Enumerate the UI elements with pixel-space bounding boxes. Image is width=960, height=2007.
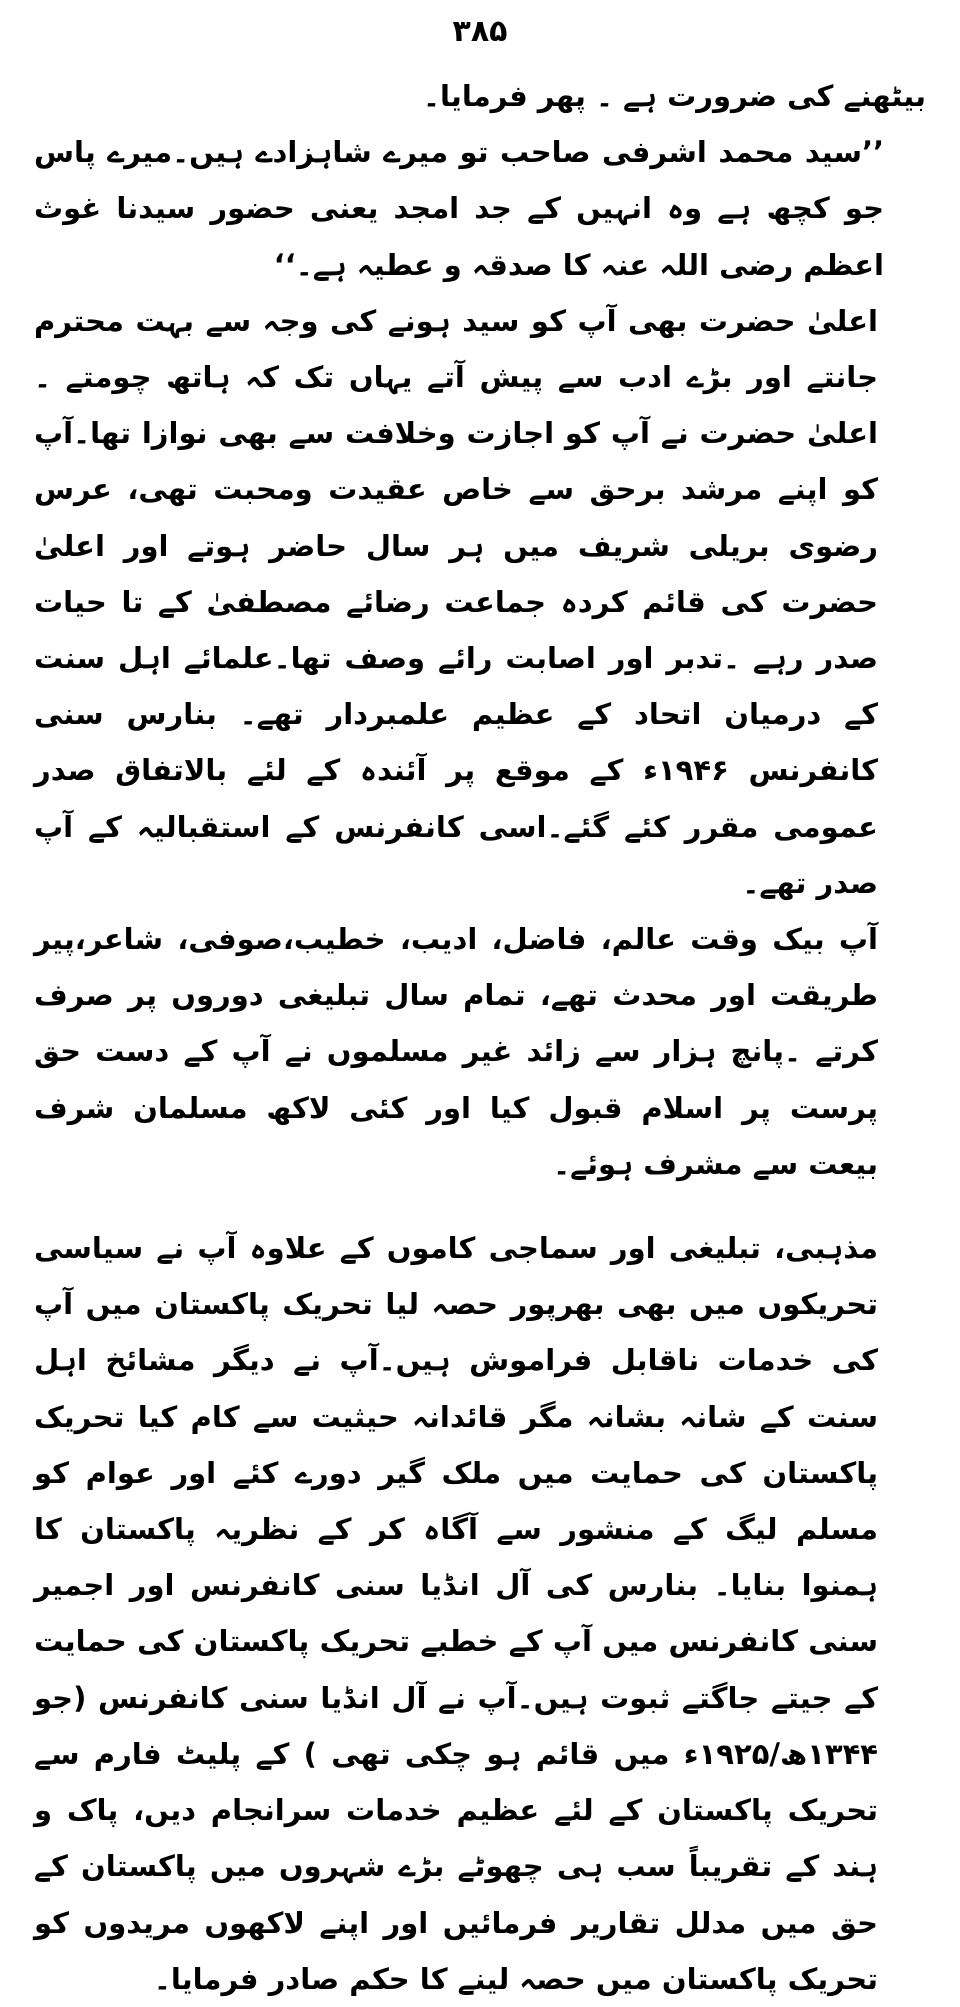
paragraph-ala-hazrat: اعلیٰ حضرت بھی آپ کو سید ہونے کی وجہ سے بہت محترم جانتے اور بڑے ادب سے پیش آتے یہاں تک کہ ہاتھ چومتے ۔اعلیٰ حضرت نے آپ کو اجازت وخلافت سے بھی نوازا تھا۔آپ کو اپنے مرشد برحق سے خاص عقیدت ومحبت تھی، عرس رضوی بریلی شریف میں ہر سال حاضر ہوتے اور اعلیٰ حضرت کی قائم کردہ جماعت رضائے مصطفیٰ کے تا حیات صدر رہے ۔تدبر اور اصابت رائے وصف تھا۔علمائے اہل سنت کے درمیان اتحاد کے عظیم علمبردار تھے۔ بنارس سنی کانفرنس ۱۹۴۶ء کے موقع پر آئندہ کے لئے بالاتفاق صدر عمومی مقرر کئے گئے۔اسی کانفرنس کے استقبالیہ کے آپ صدر تھے۔: [34, 303, 878, 900]
paragraph-scholar: آپ بیک وقت عالم، فاضل، ادیب، خطیب،صوفی، شاعر،پیر طریقت اور محدث تھے، تمام سال تبلیغی دوروں پر صرف کرتے ۔پانچ ہزار سے زائد غیر مسلموں نے آپ کے دست حق پرست پر اسلام قبول کیا اور کئی لاکھ مسلمان شرف بیعت سے مشرف ہوئے۔: [34, 922, 878, 1181]
paragraph-pakistan-movement: مذہبی، تبلیغی اور سماجی کاموں کے علاوہ آپ نے سیاسی تحریکوں میں بھی بھرپور حصہ لیا تحریک پاکستان میں آپ کی خدمات ناقابل فراموش ہیں۔آپ نے دیگر مشائخ اہل سنت کے شانہ بشانہ مگر قائدانہ حیثیت سے کام کیا تحریک پاکستان کی حمایت میں ملک گیر دورے کئے اور عوام کو مسلم لیگ کے منشور سے آگاہ کر کے نظریہ پاکستان کا ہمنوا بنایا۔ بنارس کی آل انڈیا سنی کانفرنس اور اجمیر سنی کانفرنس میں آپ کے خطبے تحریک پاکستان کی حمایت کے جیتے جاگتے ثبوت ہیں۔آپ نے آل انڈیا سنی کانفرنس (جو ۱۳۴۴ھ/۱۹۲۵ء میں قائم ہو چکی تھی ) کے پلیٹ فارم سے تحریک پاکستان کے لئے عظیم خدمات سرانجام دیں، پاک و ہند کے تقریباً سب ہی چھوٹے بڑے شہروں میں پاکستان کے حق میں مدلل تقاریر فرمائیں اور اپنے لاکھوں مریدوں کو تحریک پاکستان میں حصہ لینے کا حکم صادر فرمایا۔: [34, 1231, 878, 1996]
paragraph-continuation: بیٹھنے کی ضرورت ہے ۔ پھر فرمایا۔: [423, 79, 926, 113]
paragraph-quote: ’’سید محمد اشرفی صاحب تو میرے شاہزادے ہیں۔میرے پاس جو کچھ ہے وہ انہیں کے جد امجد یعنی حضور سیدنا غوث اعظم رضی اللہ عنہ کا صدقہ و عطیہ ہے۔‘‘: [34, 135, 884, 282]
body-text: [34, 68, 926, 2007]
page-number: ۳۸۵: [452, 14, 508, 49]
